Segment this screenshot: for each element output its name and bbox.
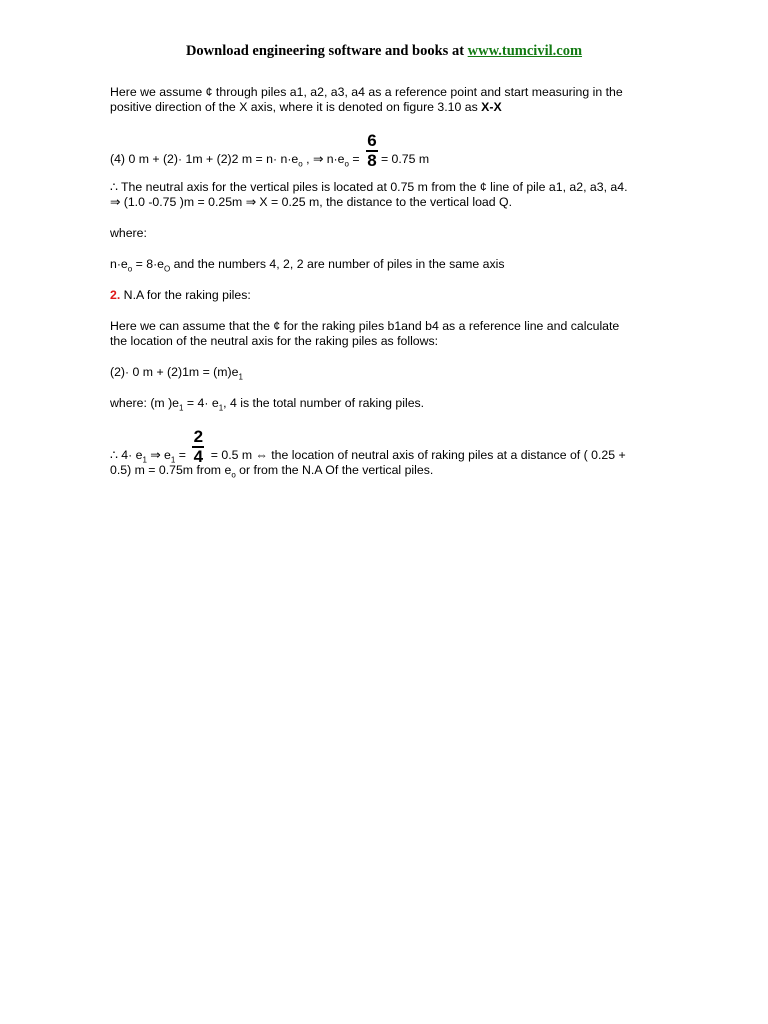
header-text: Download engineering software and books at [185, 43, 468, 59]
reference-line-2: positive direction of the X axis, where it is denoted on figure 3.10 as [110, 100, 482, 114]
p5-sub-a: 1 [179, 403, 184, 413]
p3-sub-a: o [127, 264, 133, 274]
p5-part-c: , 4 is the total number of raking piles. [223, 396, 425, 410]
paragraph-neutral-axis-vertical [110, 180, 670, 210]
fraction-2-4 [191, 428, 205, 466]
p5-part-b: = 4· e [183, 396, 219, 410]
eq1-part-a: (4) 0 m + (2)· 1m + (2)2 m = n· n·e [110, 152, 299, 166]
eq3-sub-a: 1 [142, 455, 147, 465]
p5-sub-b: 1 [218, 403, 224, 413]
eq2-sub-a: 1 [238, 372, 243, 382]
paragraph-reference-point [110, 85, 670, 115]
p5-part-a: where: (m )e [110, 396, 180, 410]
equation-raking-piles [110, 365, 670, 380]
eq1-result: = 0.75 m [380, 152, 430, 166]
eq1-part-b: , ⇒ n·e [302, 152, 345, 166]
eq3-part-a: ∴ 4· e [110, 448, 143, 462]
p3-sub-b: O [164, 264, 171, 274]
section-heading-raking-piles [110, 288, 670, 303]
eq3-result: = 0.5 m ⇔ the location of neutral axis of raking piles at a distance of ( 0.25 + [207, 448, 626, 462]
fraction-6-8 [365, 132, 379, 170]
neutral-axis-line-1: ∴ The neutral axis for the vertical piles is located at 0.75 m from the ¢ line of pile a1, a2, a3, a4. [110, 180, 628, 194]
p3-part-c: and the numbers 4, 2, 2 are number of piles in the same axis [170, 257, 505, 271]
page-header [0, 43, 768, 60]
eq1-sub-a: o [298, 159, 303, 169]
neutral-axis-line-2: ⇒ (1.0 -0.75 )m = 0.25m ⇒ X = 0.25 m, the distance to the vertical load Q. [110, 195, 513, 209]
eq3-line2-sub: o [231, 470, 236, 480]
eq1-part-c: = [348, 152, 363, 166]
p3-part-b: = 8·e [132, 257, 165, 271]
section-title: N.A for the raking piles: [120, 288, 251, 302]
raking-line-1: Here we can assume that the ¢ for the raking piles b1and b4 as a reference line and calculate [110, 319, 620, 333]
equation-vertical-piles [110, 115, 670, 170]
eq3-line2-a: 0.5) m = 0.75m from e [110, 463, 232, 477]
fraction-numerator: 2 [193, 427, 204, 446]
paragraph-piles-numbers [110, 257, 670, 272]
eq3-sub-b: 1 [170, 455, 176, 465]
fraction-denominator: 4 [193, 447, 204, 466]
website-link[interactable]: www.tumcivil.com [467, 43, 583, 59]
fraction-denominator: 8 [367, 151, 377, 170]
eq2-part-a: (2)· 0 m + (2)1m = (m)e [110, 365, 239, 379]
p3-part-a: n·e [110, 257, 128, 271]
paragraph-total-raking [110, 396, 670, 411]
eq3-part-b: ⇒ e [146, 448, 171, 462]
eq3-part-c: = [175, 448, 190, 462]
where-label: where: [110, 226, 147, 240]
eq3-line2-b: or from the N.A Of the vertical piles. [235, 463, 434, 477]
equation-raking-result [110, 411, 670, 466]
eq1-sub-b: o [344, 159, 349, 169]
fraction-numerator: 6 [367, 131, 377, 150]
paragraph-raking-reference [110, 319, 670, 349]
reference-line-1: Here we assume ¢ through piles a1, a2, a3, a4 as a reference point and start measuring in the [110, 85, 623, 99]
raking-line-2: the location of the neutral axis for the raking piles as follows: [110, 334, 439, 348]
document-body [110, 85, 670, 478]
axis-label: X-X [481, 100, 502, 114]
section-number: 2. [110, 288, 121, 302]
